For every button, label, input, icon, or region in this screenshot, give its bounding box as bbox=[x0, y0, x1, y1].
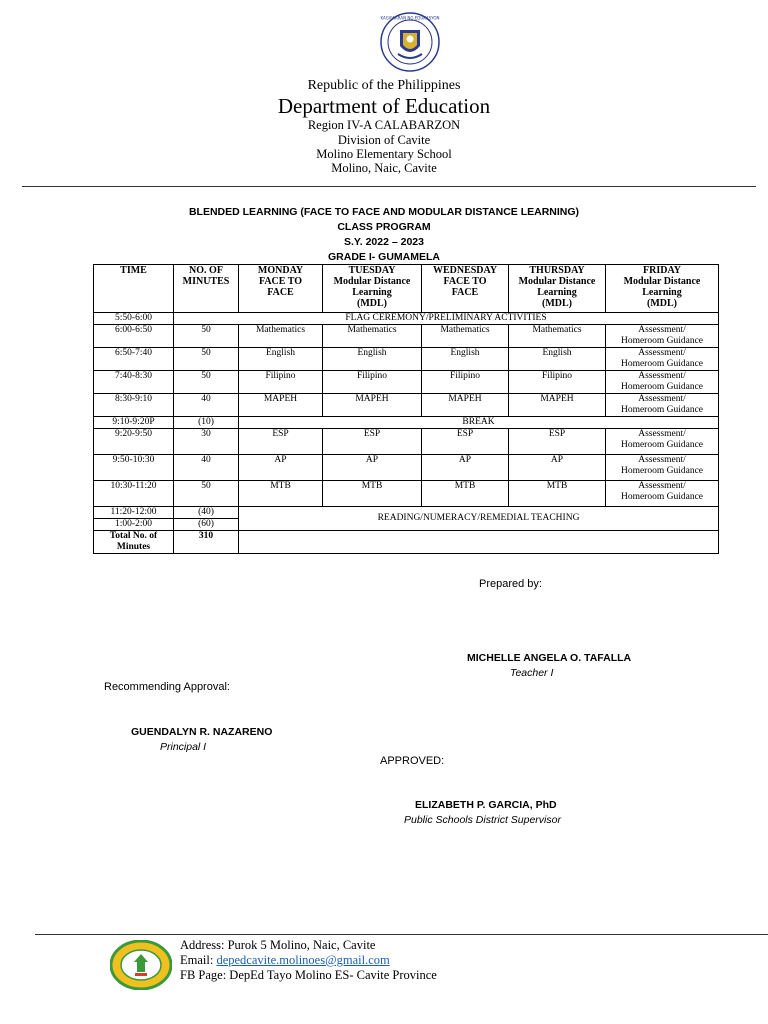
thursday-cell: ESP bbox=[509, 429, 606, 455]
time-cell: 9:20-9:50 bbox=[94, 429, 174, 455]
footer-email-label: Email: bbox=[180, 953, 217, 967]
tuesday-cell: English bbox=[323, 348, 422, 371]
monday-cell: ESP bbox=[239, 429, 323, 455]
school-year: S.Y. 2022 – 2023 bbox=[344, 236, 424, 248]
thursday-cell: Mathematics bbox=[509, 325, 606, 348]
friday-cell: Assessment/ Homeroom Guidance bbox=[606, 455, 719, 481]
table-total-row bbox=[94, 531, 719, 554]
thursday-cell: MAPEH bbox=[509, 394, 606, 417]
header-wednesday: WEDNESDAY FACE TO FACE bbox=[422, 265, 509, 313]
friday-cell: Assessment/ Homeroom Guidance bbox=[606, 371, 719, 394]
monday-cell: English bbox=[239, 348, 323, 371]
table-row bbox=[94, 394, 719, 417]
time-cell: 1:00-2:00 bbox=[94, 519, 174, 531]
school-name: Molino Elementary School bbox=[316, 147, 452, 161]
tuesday-cell: MTB bbox=[323, 481, 422, 507]
footer-address: Address: Purok 5 Molino, Naic, Cavite bbox=[180, 938, 376, 952]
thursday-cell: AP bbox=[509, 455, 606, 481]
thursday-cell: Filipino bbox=[509, 371, 606, 394]
minutes-cell: (40) bbox=[174, 507, 239, 519]
header-divider bbox=[22, 186, 756, 187]
minutes-cell: 40 bbox=[174, 455, 239, 481]
monday-cell: AP bbox=[239, 455, 323, 481]
recommending-approval-label: Recommending Approval: bbox=[104, 681, 230, 693]
teacher-title: Teacher I bbox=[510, 667, 554, 679]
grade-section: GRADE I- GUMAMELA bbox=[328, 251, 440, 263]
wednesday-cell: MAPEH bbox=[422, 394, 509, 417]
empty-cell bbox=[239, 531, 719, 554]
monday-cell: MTB bbox=[239, 481, 323, 507]
time-cell: 10:30-11:20 bbox=[94, 481, 174, 507]
table-row bbox=[94, 371, 719, 394]
footer-email-link[interactable]: depedcavite.molinoes@gmail.com bbox=[216, 953, 390, 967]
approved-label: APPROVED: bbox=[380, 755, 445, 767]
time-cell: 11:20-12:00 bbox=[94, 507, 174, 519]
country-name: Republic of the Philippines bbox=[307, 78, 461, 93]
activity-cell: BREAK bbox=[239, 417, 719, 429]
region-name: Region IV-A CALABARZON bbox=[307, 118, 461, 132]
tuesday-cell: ESP bbox=[323, 429, 422, 455]
table-row bbox=[94, 481, 719, 507]
time-cell: 6:50-7:40 bbox=[94, 348, 174, 371]
header-monday: MONDAY FACE TO FACE bbox=[239, 265, 323, 313]
supervisor-title: Public Schools District Supervisor bbox=[404, 814, 561, 826]
table-row bbox=[94, 455, 719, 481]
wednesday-cell: Filipino bbox=[422, 371, 509, 394]
supervisor-name: ELIZABETH P. GARCIA, PhD bbox=[415, 799, 557, 811]
friday-cell: Assessment/ Homeroom Guidance bbox=[606, 481, 719, 507]
table-row bbox=[94, 429, 719, 455]
tuesday-cell: Mathematics bbox=[323, 325, 422, 348]
table-row bbox=[94, 325, 719, 348]
minutes-cell: 50 bbox=[174, 325, 239, 348]
header-thursday: THURSDAY Modular Distance Learning (MDL) bbox=[509, 265, 606, 313]
time-cell: 9:50-10:30 bbox=[94, 455, 174, 481]
footer-divider bbox=[35, 934, 768, 935]
footer-fb-page: FB Page: DepEd Tayo Molino ES- Cavite Province bbox=[180, 968, 437, 982]
division-name: Division of Cavite bbox=[337, 133, 431, 147]
monday-cell: Mathematics bbox=[239, 325, 323, 348]
prepared-by-label: Prepared by: bbox=[479, 578, 542, 590]
table-row bbox=[94, 348, 719, 371]
school-logo-icon bbox=[110, 940, 172, 990]
wednesday-cell: ESP bbox=[422, 429, 509, 455]
header-time: TIME bbox=[94, 265, 174, 313]
header-friday: FRIDAY Modular Distance Learning (MDL) bbox=[606, 265, 719, 313]
time-cell: 7:40-8:30 bbox=[94, 371, 174, 394]
table-row bbox=[94, 507, 719, 519]
minutes-cell: (60) bbox=[174, 519, 239, 531]
table-row bbox=[94, 313, 719, 325]
monday-cell: Filipino bbox=[239, 371, 323, 394]
activity-cell: FLAG CEREMONY/PRELIMINARY ACTIVITIES bbox=[174, 313, 719, 325]
total-minutes: 310 bbox=[174, 531, 239, 554]
table-row bbox=[94, 417, 719, 429]
deped-seal-icon bbox=[380, 12, 440, 72]
friday-cell: Assessment/ Homeroom Guidance bbox=[606, 325, 719, 348]
thursday-cell: English bbox=[509, 348, 606, 371]
minutes-cell: 40 bbox=[174, 394, 239, 417]
wednesday-cell: English bbox=[422, 348, 509, 371]
school-location: Molino, Naic, Cavite bbox=[331, 161, 437, 175]
friday-cell: Assessment/ Homeroom Guidance bbox=[606, 394, 719, 417]
minutes-cell: (10) bbox=[174, 417, 239, 429]
time-cell: 5:50-6:00 bbox=[94, 313, 174, 325]
header-minutes: NO. OF MINUTES bbox=[174, 265, 239, 313]
tuesday-cell: AP bbox=[323, 455, 422, 481]
svg-text:KAGAWARAN NG EDUKASYON: KAGAWARAN NG EDUKASYON bbox=[380, 15, 440, 21]
program-subtitle: CLASS PROGRAM bbox=[337, 221, 431, 233]
activity-cell: READING/NUMERACY/REMEDIAL TEACHING bbox=[239, 507, 719, 531]
monday-cell: MAPEH bbox=[239, 394, 323, 417]
time-cell: 8:30-9:10 bbox=[94, 394, 174, 417]
tuesday-cell: Filipino bbox=[323, 371, 422, 394]
time-cell: 9:10-9:20P bbox=[94, 417, 174, 429]
friday-cell: Assessment/ Homeroom Guidance bbox=[606, 429, 719, 455]
wednesday-cell: MTB bbox=[422, 481, 509, 507]
principal-name: GUENDALYN R. NAZARENO bbox=[131, 726, 273, 738]
tuesday-cell: MAPEH bbox=[323, 394, 422, 417]
friday-cell: Assessment/ Homeroom Guidance bbox=[606, 348, 719, 371]
header-tuesday: TUESDAY Modular Distance Learning (MDL) bbox=[323, 265, 422, 313]
minutes-cell: 50 bbox=[174, 371, 239, 394]
wednesday-cell: AP bbox=[422, 455, 509, 481]
minutes-cell: 50 bbox=[174, 348, 239, 371]
table-header-row bbox=[94, 265, 719, 313]
program-title: BLENDED LEARNING (FACE TO FACE AND MODULAR DISTANCE LEARNING) bbox=[188, 206, 580, 218]
principal-title: Principal I bbox=[160, 741, 207, 753]
total-label: Total No. of Minutes bbox=[94, 531, 174, 554]
footer-email-line bbox=[180, 953, 390, 968]
minutes-cell: 50 bbox=[174, 481, 239, 507]
department-name: Department of Education bbox=[277, 94, 491, 118]
wednesday-cell: Mathematics bbox=[422, 325, 509, 348]
time-cell: 6:00-6:50 bbox=[94, 325, 174, 348]
minutes-cell: 30 bbox=[174, 429, 239, 455]
class-program-table bbox=[93, 264, 719, 554]
thursday-cell: MTB bbox=[509, 481, 606, 507]
teacher-name: MICHELLE ANGELA O. TAFALLA bbox=[467, 652, 632, 664]
